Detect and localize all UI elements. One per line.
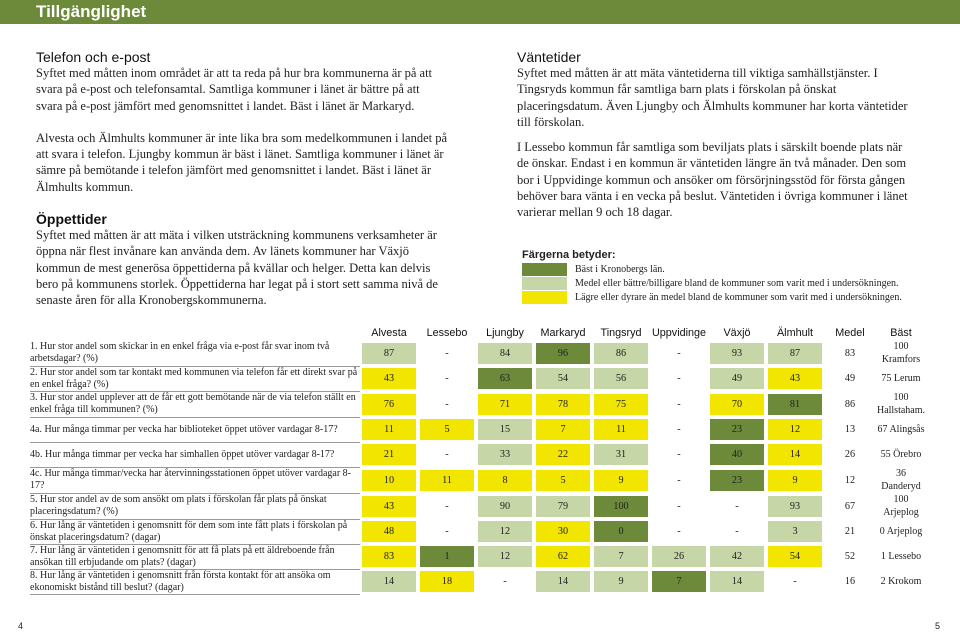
value-text: 76 [362, 394, 416, 415]
value-text: 26 [652, 546, 706, 567]
section-title-telefon: Telefon och e-post [36, 49, 151, 65]
value-cell [418, 569, 476, 594]
best-cell: 36 Danderyd [881, 468, 921, 492]
value-text: 83 [362, 546, 416, 567]
legend-label: Bäst i Kronobergs län. [575, 264, 665, 275]
value-cell [476, 366, 534, 391]
value-text: 12 [478, 546, 532, 567]
value-cell [476, 544, 534, 569]
value-cell [476, 340, 534, 366]
value-text: - [677, 526, 681, 537]
value-text: 33 [478, 444, 532, 465]
value-cell [708, 391, 766, 417]
value-cell [534, 391, 592, 417]
value-cell [360, 493, 418, 519]
value-cell [766, 366, 824, 391]
value-cell [534, 467, 592, 493]
value-cell [476, 391, 534, 417]
value-text: 21 [844, 526, 856, 537]
value-cell [708, 493, 766, 519]
value-cell [476, 442, 534, 467]
page-number-left: 4 [18, 621, 24, 631]
table-row [30, 366, 926, 391]
value-text: 9 [594, 571, 648, 592]
question-cell: 2. Hur stor andel som tar kontakt med kommunen via telefon får ett direkt svar på en enkel fråga? (%) [30, 366, 360, 391]
value-cell [766, 340, 824, 366]
value-text: - [677, 500, 681, 512]
value-cell [592, 493, 650, 519]
question-cell: 4b. Hur många timmar per vecka har simhallen öppet utöver vardagar 8-17? [30, 442, 360, 467]
value-cell [592, 544, 650, 569]
value-text: 43 [362, 496, 416, 517]
table-row [30, 569, 926, 594]
value-text: 14 [536, 571, 590, 592]
value-text: 10 [362, 470, 416, 491]
value-text: - [445, 500, 449, 512]
value-text: 78 [536, 394, 590, 415]
value-cell [534, 340, 592, 366]
question-cell: 6. Hur lång är väntetiden i genomsnitt för dem som inte fått plats i förskolan på önskat placeringsdatum? (dagar) [30, 519, 360, 544]
value-cell [360, 366, 418, 391]
section-header-bar [0, 0, 960, 24]
value-cell [650, 569, 708, 594]
value-text: 14 [710, 571, 764, 592]
question-cell: 4c. Hur många timmar/vecka har återvinningsstationen öppet utöver vardagar 8-17? [30, 467, 360, 493]
value-cell [766, 519, 824, 544]
value-cell [650, 340, 708, 366]
value-cell [824, 519, 876, 544]
value-cell [476, 519, 534, 544]
value-cell [824, 467, 876, 493]
value-text: - [677, 424, 681, 435]
value-cell [418, 493, 476, 519]
table-row [30, 519, 926, 544]
value-text: 87 [768, 343, 822, 364]
value-text: - [445, 526, 449, 537]
value-cell [708, 519, 766, 544]
value-cell [476, 417, 534, 442]
value-text: - [735, 500, 739, 512]
value-cell [824, 493, 876, 519]
column-header: Bäst [890, 326, 912, 339]
value-cell [650, 417, 708, 442]
legend-swatch-average [522, 277, 567, 290]
value-cell [708, 417, 766, 442]
value-text: 11 [362, 419, 416, 440]
table-header-row [30, 325, 926, 340]
value-cell [360, 544, 418, 569]
value-text: 90 [478, 496, 532, 517]
column-header: Lessebo [426, 326, 468, 339]
value-text: - [677, 474, 681, 486]
legend-title: Färgerna betyder: [522, 249, 616, 261]
best-cell: 0 Arjeplog [879, 526, 923, 537]
value-cell [766, 467, 824, 493]
value-cell [650, 442, 708, 467]
value-cell [476, 569, 534, 594]
table-row [30, 442, 926, 467]
question-cell: 4a. Hur många timmar per vecka har biblioteket öppet utöver vardagar 8-17? [30, 417, 360, 442]
value-text: 54 [768, 546, 822, 567]
value-cell [534, 519, 592, 544]
value-text: 86 [844, 398, 856, 410]
value-text: 93 [768, 496, 822, 517]
value-text: 7 [536, 419, 590, 440]
value-text: 12 [478, 521, 532, 542]
value-cell [708, 442, 766, 467]
header-empty [30, 325, 360, 340]
value-cell [418, 442, 476, 467]
value-text: 43 [768, 368, 822, 389]
value-text: 7 [652, 571, 706, 592]
legend-swatch-below [522, 291, 567, 304]
value-text: - [735, 526, 739, 537]
question-cell: 8. Hur lång är väntetiden i genomsnitt från första kontakt för att ansöka om ekonomiskt bistånd till beslut? (dagar) [30, 569, 360, 594]
value-text: - [445, 347, 449, 359]
value-cell [534, 366, 592, 391]
paragraph: Syftet med måtten är att mäta väntetiderna till viktiga samhällstjänster. I Tingsryds kommun får samtliga barn plats i förskolan på önskat placeringsdatum. Även Ljungby och Älmhults kommuner har korta väntetider till förskolan. [517, 66, 908, 129]
value-cell [534, 417, 592, 442]
best-cell: 75 Lerum [881, 373, 921, 384]
value-cell [534, 493, 592, 519]
value-text: - [445, 398, 449, 410]
column-header: Alvesta [371, 326, 407, 339]
value-cell [824, 340, 876, 366]
value-text: 83 [844, 347, 856, 359]
table-row [30, 417, 926, 442]
value-cell [360, 391, 418, 417]
value-text: 0 [594, 521, 648, 542]
column-header: Markaryd [540, 326, 586, 339]
best-cell: 100 Kramfors [881, 341, 921, 365]
value-cell [708, 569, 766, 594]
column-header: Tingsryd [600, 326, 642, 339]
value-text: 93 [710, 343, 764, 364]
value-cell [708, 467, 766, 493]
value-cell [418, 519, 476, 544]
value-cell [766, 442, 824, 467]
value-text: 49 [710, 368, 764, 389]
value-text: 11 [594, 419, 648, 440]
value-text: 62 [536, 546, 590, 567]
value-cell [592, 442, 650, 467]
value-text: 11 [420, 470, 474, 491]
question-cell: 3. Hur stor andel upplever att de får ett gott bemötande när de via telefon ställt en enkel fråga till kommunen? (%) [30, 391, 360, 417]
value-cell [824, 417, 876, 442]
table-row [30, 340, 926, 366]
value-text: 9 [768, 470, 822, 491]
value-cell [592, 391, 650, 417]
value-text: 12 [844, 474, 856, 486]
value-text: 14 [768, 444, 822, 465]
value-text: - [793, 576, 797, 587]
value-cell [418, 467, 476, 493]
paragraph: Syftet med måtten inom området är att ta reda på hur bra kommunerna är på att svara på e-post och telefonsamtal. Samtliga kommuner i länet är bättre på att svara på e-post jämfört med genomsnittet i landet. Bäst i länet är Markaryd. [36, 66, 433, 113]
column-header: Ljungby [486, 326, 524, 339]
value-text: 16 [844, 576, 856, 587]
value-cell [360, 442, 418, 467]
value-text: - [677, 373, 681, 384]
column-header: Älmhult [776, 326, 813, 339]
value-cell [418, 366, 476, 391]
value-text: 100 [594, 496, 648, 517]
value-cell [476, 467, 534, 493]
best-cell: 55 Örebro [880, 449, 922, 460]
value-text: 7 [594, 546, 648, 567]
paragraph: I Lessebo kommun får samtliga som beviljats plats i särskilt boende plats när de önskar. Endast i en kommun är väntetiden längre än två månader. Den som bor i Uppvidinge kommun och ansöker om försörjningsstöd för första gången behöver bara vänta i en vecka på beslut. Väntetiden i övriga kommuner i länet varierar mellan 9 och 18 dagar. [517, 140, 908, 220]
value-cell [592, 340, 650, 366]
value-cell [824, 442, 876, 467]
value-text: 40 [710, 444, 764, 465]
legend-label: Lägre eller dyrare än medel bland de kommuner som varit med i undersökningen. [575, 292, 902, 303]
value-cell [650, 391, 708, 417]
table-row [30, 493, 926, 519]
value-text: 31 [594, 444, 648, 465]
value-cell [650, 366, 708, 391]
question-cell: 1. Hur stor andel som skickar in en enkel fråga via e-post får svar inom två arbetsdagar? (%) [30, 340, 360, 366]
value-cell [766, 417, 824, 442]
value-text: 75 [594, 394, 648, 415]
paragraph: Alvesta och Älmhults kommuner är inte lika bra som medelkommunen i landet på att svara i telefon. Ljungby kommun är bäst i länet. Samtliga kommuner i länet är sämre på bemötande i telefon jämfört med genomsnittet i landet. Bäst i länet är Älmhults kommun. [36, 130, 448, 194]
value-text: 26 [844, 449, 856, 460]
value-text: 86 [594, 343, 648, 364]
table-row [30, 544, 926, 569]
value-text: 23 [710, 419, 764, 440]
column-header: Växjö [723, 326, 751, 339]
left-text-column [36, 49, 448, 309]
section-title-oppettider: Öppettider [36, 211, 107, 228]
value-cell [592, 467, 650, 493]
value-text: 8 [478, 470, 532, 491]
value-text: 12 [768, 419, 822, 440]
value-text: 84 [478, 343, 532, 364]
best-cell: 67 Alingsås [877, 424, 925, 435]
value-text: 43 [362, 368, 416, 389]
legend-label: Medel eller bättre/billigare bland de kommuner som varit med i undersökningen. [575, 278, 899, 289]
value-cell [418, 417, 476, 442]
page-number-right: 5 [935, 621, 941, 631]
value-text: 49 [844, 373, 856, 384]
value-cell [360, 519, 418, 544]
value-text: 42 [710, 546, 764, 567]
value-text: - [445, 373, 449, 384]
value-text: 81 [768, 394, 822, 415]
value-cell [708, 544, 766, 569]
value-text: 30 [536, 521, 590, 542]
value-text: 87 [362, 343, 416, 364]
table-row [30, 467, 926, 493]
value-text: 21 [362, 444, 416, 465]
column-header: Medel [835, 326, 865, 339]
value-cell [418, 544, 476, 569]
value-cell [592, 417, 650, 442]
value-cell [650, 519, 708, 544]
paragraph: Syftet med måtten är att mäta i vilken utsträckning kommunens verksamheter är öppna när flest invånare kan använda dem. Av länets kommuner har Växjö kommun de mest generösa öppettiderna på kvällar och helger. Detta kan delvis bero på kommunens storlek. Öppettiderna har legat på i stort sett samma nivå de senaste åren för alla Kronobergskommunerna. [36, 228, 438, 308]
value-cell [766, 544, 824, 569]
value-text: 96 [536, 343, 590, 364]
value-cell [418, 391, 476, 417]
table-row [30, 391, 926, 417]
value-text: - [677, 449, 681, 460]
value-cell [418, 340, 476, 366]
value-cell [708, 340, 766, 366]
value-text: 56 [594, 368, 648, 389]
value-cell [766, 569, 824, 594]
value-text: - [677, 347, 681, 359]
value-cell [592, 519, 650, 544]
value-cell [534, 544, 592, 569]
section-title-vantetider: Väntetider [517, 49, 581, 65]
value-cell [360, 340, 418, 366]
value-text: - [445, 449, 449, 460]
value-cell [766, 493, 824, 519]
value-cell [360, 569, 418, 594]
value-text: 15 [478, 419, 532, 440]
value-cell [592, 569, 650, 594]
value-cell [360, 417, 418, 442]
value-text: 5 [420, 419, 474, 440]
value-text: 52 [844, 551, 856, 562]
question-cell: 7. Hur lång är väntetiden i genomsnitt för att få plats på ett äldreboende från ansökan till erbjudande om plats? (dagar) [30, 544, 360, 569]
best-cell: 100 Arjeplog [883, 494, 919, 518]
column-header: Uppvidinge [651, 326, 707, 339]
value-cell [824, 544, 876, 569]
value-text: - [503, 576, 507, 587]
value-text: - [677, 398, 681, 410]
value-cell [534, 569, 592, 594]
value-cell [708, 366, 766, 391]
value-text: 1 [420, 546, 474, 567]
value-text: 48 [362, 521, 416, 542]
comparison-table [30, 325, 926, 595]
value-cell [592, 366, 650, 391]
value-cell [650, 467, 708, 493]
value-text: 79 [536, 496, 590, 517]
value-cell [534, 442, 592, 467]
value-text: 18 [420, 571, 474, 592]
value-cell [476, 493, 534, 519]
value-cell [824, 391, 876, 417]
value-cell [650, 493, 708, 519]
value-text: 13 [844, 424, 856, 435]
value-text: 22 [536, 444, 590, 465]
value-cell [766, 391, 824, 417]
value-text: 5 [536, 470, 590, 491]
value-text: 3 [768, 521, 822, 542]
value-text: 63 [478, 368, 532, 389]
value-cell [824, 569, 876, 594]
page-title: Tillgänglighet [36, 2, 147, 21]
value-text: 54 [536, 368, 590, 389]
right-text-column [517, 49, 917, 221]
value-cell [650, 544, 708, 569]
value-text: 23 [710, 470, 764, 491]
legend-swatch-best [522, 263, 567, 276]
value-cell [824, 366, 876, 391]
value-text: 71 [478, 394, 532, 415]
question-cell: 5. Hur stor andel av de som ansökt om plats i förskolan får plats på önskat placeringsdatum? (%) [30, 493, 360, 519]
value-text: 67 [844, 500, 856, 512]
value-text: 70 [710, 394, 764, 415]
value-cell [360, 467, 418, 493]
value-text: 14 [362, 571, 416, 592]
best-cell: 1 Lessebo [880, 551, 922, 562]
value-text: 9 [594, 470, 648, 491]
best-cell: 100 Hallstaham. [876, 392, 926, 416]
best-cell: 2 Krokom [880, 576, 922, 587]
